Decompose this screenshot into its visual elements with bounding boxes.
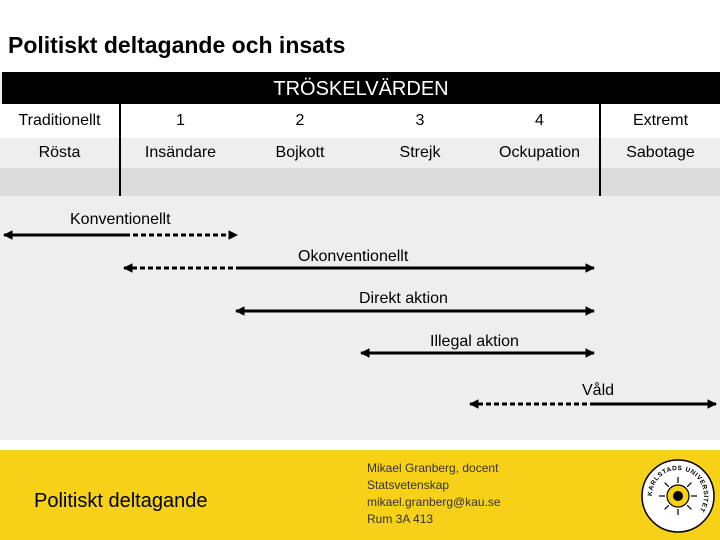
contact-email: mikael.granberg@kau.se (367, 495, 501, 509)
scale-cell: Extremt (600, 104, 720, 138)
action-cell: Sabotage (600, 138, 720, 168)
scale-cell: 2 (240, 104, 360, 138)
illegal-aktion-label: Illegal aktion (430, 333, 519, 350)
sun-icon (659, 477, 697, 515)
contact-info (367, 460, 501, 528)
scale-cell: 3 (360, 104, 480, 138)
contact-department: Statsvetenskap (367, 478, 450, 492)
footer-title: Politiskt deltagande (34, 490, 208, 512)
university-logo (640, 458, 716, 534)
contact-room: Rum 3A 413 (367, 512, 434, 526)
scale-cell: 4 (480, 104, 600, 138)
page-title: Politiskt deltagande och insats (8, 32, 346, 58)
threshold-header: TRÖSKELVÄRDEN (2, 72, 720, 104)
action-cell: Strejk (360, 138, 480, 168)
action-cell: Insändare (120, 138, 240, 168)
action-cell: Ockupation (480, 138, 600, 168)
logo-text: KARLSTADS UNIVERSITET (646, 464, 710, 514)
scale-cell: 1 (120, 104, 240, 138)
scale-cell: Traditionellt (0, 104, 120, 138)
direkt-aktion-label: Direkt aktion (359, 290, 448, 307)
contact-name: Mikael Granberg, docent (367, 461, 499, 475)
action-cell: Bojkott (240, 138, 360, 168)
okonventionellt-label: Okonventionellt (298, 248, 409, 265)
vald-label: Våld (582, 382, 615, 399)
konventionellt-label: Konventionellt (70, 211, 171, 228)
action-cell: Rösta (0, 138, 120, 168)
